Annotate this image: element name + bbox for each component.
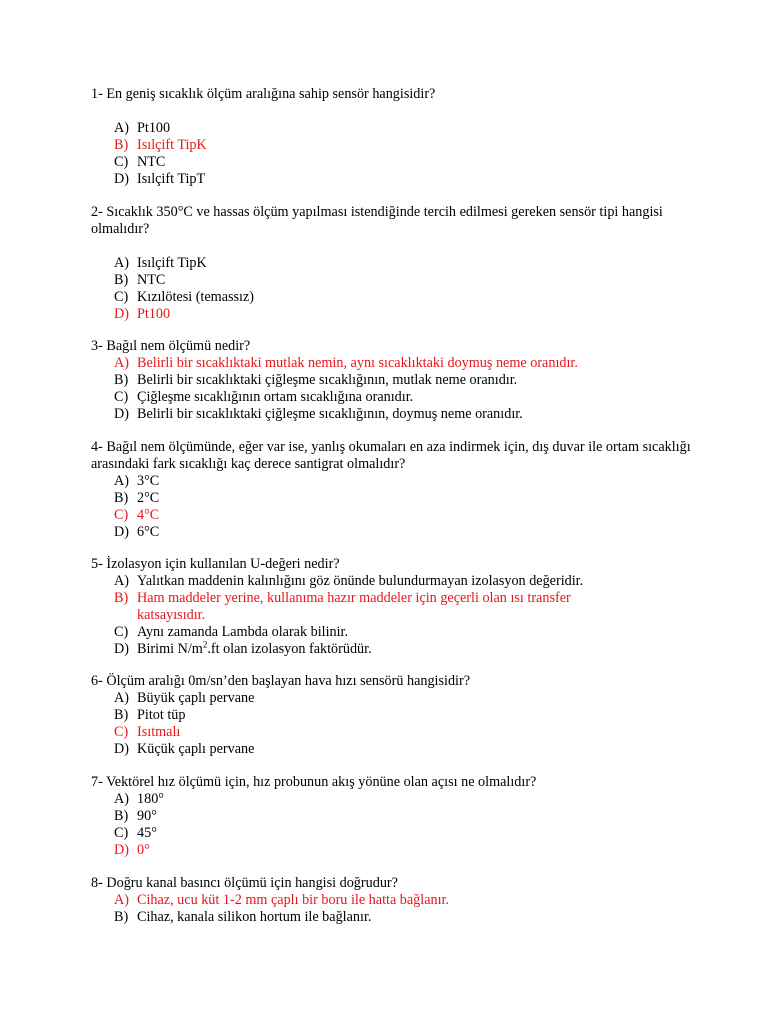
- answer-options: [91, 120, 691, 188]
- option-c: C) NTC: [114, 154, 166, 170]
- option-c: C) Kızılötesi (temassız): [114, 289, 255, 305]
- option-a-correct: A) Belirli bir sıcaklıktaki mutlak nemin, aynı sıcaklıktaki doymuş neme oranıdır.: [114, 355, 578, 371]
- answer-options: [91, 690, 691, 758]
- option-b: B) 90°: [114, 808, 157, 824]
- question-text: 4- Bağıl nem ölçümünde, eğer var ise, yanlış okumaları en aza indirmek için, dış duvar ile ortam sıcaklığı arasındaki fark sıcaklığı kaç derece santigrat olmalıdır?: [91, 439, 691, 472]
- option-b: B) Cihaz, kanala silikon hortum ile bağlanır.: [114, 909, 372, 925]
- option-b: B) 2°C: [114, 490, 160, 506]
- option-d: D) Belirli bir sıcaklıktaki çiğleşme sıcaklığının, doymuş neme oranıdır.: [114, 406, 523, 422]
- option-d-correct: D) 0°: [114, 842, 150, 858]
- option-b-correct: B) Ham maddeler yerine, kullanıma hazır maddeler için geçerli olan ısı transfer katsayısıdır.: [114, 590, 571, 623]
- question-6: [91, 673, 691, 758]
- option-c: C) Aynı zamanda Lambda olarak bilinir.: [114, 624, 349, 640]
- question-text: 1- En geniş sıcaklık ölçüm aralığına sahip sensör hangisidir?: [91, 86, 436, 102]
- question-text: 8- Doğru kanal basıncı ölçümü için hangisi doğrudur?: [91, 875, 398, 891]
- option-a: A) 180°: [114, 791, 164, 807]
- question-text: 2- Sıcaklık 350°C ve hassas ölçüm yapılması istendiğinde tercih edilmesi gereken sensör tipi hangisi olmalıdır?: [91, 204, 663, 237]
- answer-options: [91, 791, 691, 859]
- question-2: [91, 204, 691, 323]
- answer-options: [91, 892, 691, 926]
- question-4: [91, 439, 691, 541]
- question-3: [91, 338, 691, 423]
- option-c: C) 45°: [114, 825, 157, 841]
- option-d-correct: D) Pt100: [114, 306, 171, 322]
- option-d: D) Küçük çaplı pervane: [114, 741, 255, 757]
- option-d: D) Birimi $N/m^2.ft$ olan izolasyon faktörüdür.: [114, 639, 372, 657]
- option-c-correct: C) Isıtmalı: [114, 724, 181, 740]
- option-a: A) Yalıtkan maddenin kalınlığını göz önünde bulundurmayan izolasyon değeridir.: [114, 573, 584, 589]
- question-text: 6- Ölçüm aralığı 0m/sn’den başlayan hava hızı sensörü hangisidir?: [91, 673, 471, 689]
- option-d: D) 6°C: [114, 524, 160, 540]
- option-a: A) Pt100: [114, 120, 171, 136]
- option-b: B) NTC: [114, 272, 166, 288]
- answer-options: [91, 473, 691, 541]
- option-c-correct: C) 4°C: [114, 507, 160, 523]
- answer-options: [91, 255, 691, 323]
- option-d: D) Isılçift TipT: [114, 171, 206, 187]
- option-a: A) Isılçift TipK: [114, 255, 207, 271]
- answer-options: [91, 573, 691, 658]
- option-b-correct: B) Isılçift TipK: [114, 137, 207, 153]
- option-a-correct: A) Cihaz, ucu küt 1-2 mm çaplı bir boru ile hatta bağlanır.: [114, 892, 450, 908]
- question-text: 5- İzolasyon için kullanılan U-değeri nedir?: [91, 556, 340, 572]
- option-b: B) Pitot tüp: [114, 707, 186, 723]
- answer-options: [91, 355, 691, 423]
- option-a: A) 3°C: [114, 473, 160, 489]
- question-8: [91, 875, 691, 926]
- option-a: A) Büyük çaplı pervane: [114, 690, 255, 706]
- question-text: 7- Vektörel hız ölçümü için, hız probunun akış yönüne olan açısı ne olmalıdır?: [91, 774, 537, 790]
- question-1: [91, 86, 691, 188]
- question-5: [91, 556, 691, 658]
- option-c: C) Çiğleşme sıcaklığının ortam sıcaklığına oranıdır.: [114, 389, 414, 405]
- question-7: [91, 774, 691, 859]
- option-b: B) Belirli bir sıcaklıktaki çiğleşme sıcaklığının, mutlak neme oranıdır.: [114, 372, 518, 388]
- question-text: 3- Bağıl nem ölçümü nedir?: [91, 338, 251, 354]
